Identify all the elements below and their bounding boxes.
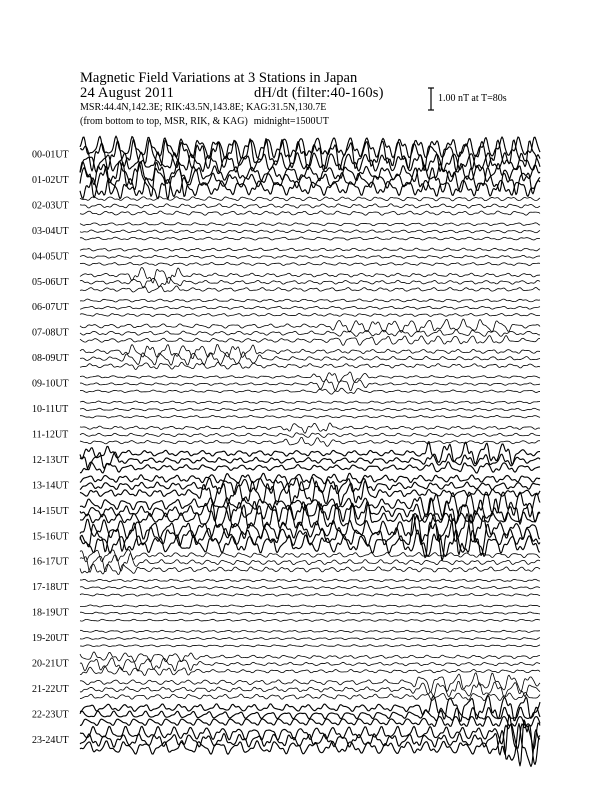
hour-row-label: 04-05UT xyxy=(32,251,69,263)
station-trace xyxy=(80,352,540,365)
station-trace xyxy=(80,462,540,473)
station-trace xyxy=(80,477,540,494)
station-trace xyxy=(80,372,540,383)
station-trace xyxy=(80,286,540,293)
hour-row-label: 08-09UT xyxy=(32,353,69,365)
station-trace xyxy=(80,330,540,337)
hour-row-label: 20-21UT xyxy=(32,658,69,670)
station-trace xyxy=(80,630,540,632)
station-trace xyxy=(80,564,540,574)
station-trace xyxy=(80,605,540,607)
station-trace xyxy=(80,306,540,309)
station-trace xyxy=(80,579,540,582)
station-trace xyxy=(80,594,540,597)
station-trace xyxy=(80,415,540,418)
station-trace xyxy=(80,277,540,288)
station-trace xyxy=(80,362,540,369)
station-trace xyxy=(80,638,540,640)
station-coordinates: MSR:44.4N,142.3E; RIK:43.5N,143.8E; KAG:31.5N,130.7E xyxy=(80,102,327,113)
trace-order-note: (from bottom to top, MSR, RIK, & KAG) xyxy=(80,116,248,127)
hour-row-label: 18-19UT xyxy=(32,607,69,619)
station-trace xyxy=(80,255,540,258)
station-trace xyxy=(80,667,540,676)
hour-row-label: 09-10UT xyxy=(32,378,69,390)
midnight-note: midnight=1500UT xyxy=(253,116,329,127)
station-trace xyxy=(80,262,540,265)
station-trace xyxy=(80,724,540,767)
hour-row-label: 15-16UT xyxy=(32,531,69,543)
station-trace xyxy=(80,313,540,316)
chart-quantity: dH/dt (filter:40-160s) xyxy=(254,85,384,101)
hour-row-label: 03-04UT xyxy=(32,225,69,237)
station-trace xyxy=(80,223,540,226)
station-trace xyxy=(80,423,540,434)
station-trace xyxy=(80,211,540,215)
station-trace xyxy=(80,612,540,614)
hour-row-label: 06-07UT xyxy=(32,302,69,314)
station-trace xyxy=(80,619,540,621)
station-trace xyxy=(80,299,540,302)
hour-row-label: 05-06UT xyxy=(32,276,69,288)
hour-row-label: 23-24UT xyxy=(32,734,69,746)
hour-row-label: 00-01UT xyxy=(32,149,69,161)
station-trace xyxy=(80,388,540,394)
hour-row-label: 17-18UT xyxy=(32,582,69,594)
hour-row-label: 16-17UT xyxy=(32,556,69,568)
station-trace xyxy=(80,379,540,390)
hour-row-label: 02-03UT xyxy=(32,200,69,212)
hour-row-label: 01-02UT xyxy=(32,174,69,186)
station-trace xyxy=(80,335,540,345)
station-trace xyxy=(80,319,540,332)
station-trace xyxy=(80,652,540,662)
chart-title: Magnetic Field Variations at 3 Stations in Japan xyxy=(80,70,358,86)
hour-row-label: 14-15UT xyxy=(32,505,69,517)
scale-bar-label: 1.00 nT at T=80s xyxy=(438,93,507,104)
hour-row-label: 12-13UT xyxy=(32,454,69,466)
hour-row-label: 07-08UT xyxy=(32,327,69,339)
station-trace xyxy=(80,230,540,233)
station-trace xyxy=(80,715,540,766)
station-trace xyxy=(80,408,540,411)
station-trace xyxy=(80,204,540,208)
station-trace xyxy=(80,499,540,524)
hour-row-label: 19-20UT xyxy=(32,633,69,645)
station-trace xyxy=(80,197,540,201)
hour-row-label: 13-14UT xyxy=(32,480,69,492)
station-trace xyxy=(80,248,540,251)
station-trace xyxy=(80,645,540,647)
hour-row-label: 22-23UT xyxy=(32,709,69,721)
hour-row-label: 10-11UT xyxy=(32,404,69,415)
station-trace xyxy=(80,433,540,438)
station-trace xyxy=(80,437,540,446)
chart-date: 24 August 2011 xyxy=(80,85,175,101)
hour-row-label: 11-12UT xyxy=(32,429,69,441)
station-trace xyxy=(80,401,540,404)
station-trace xyxy=(80,452,540,470)
hour-row-label: 21-22UT xyxy=(32,683,69,695)
station-trace xyxy=(80,237,540,240)
station-trace xyxy=(80,586,540,588)
